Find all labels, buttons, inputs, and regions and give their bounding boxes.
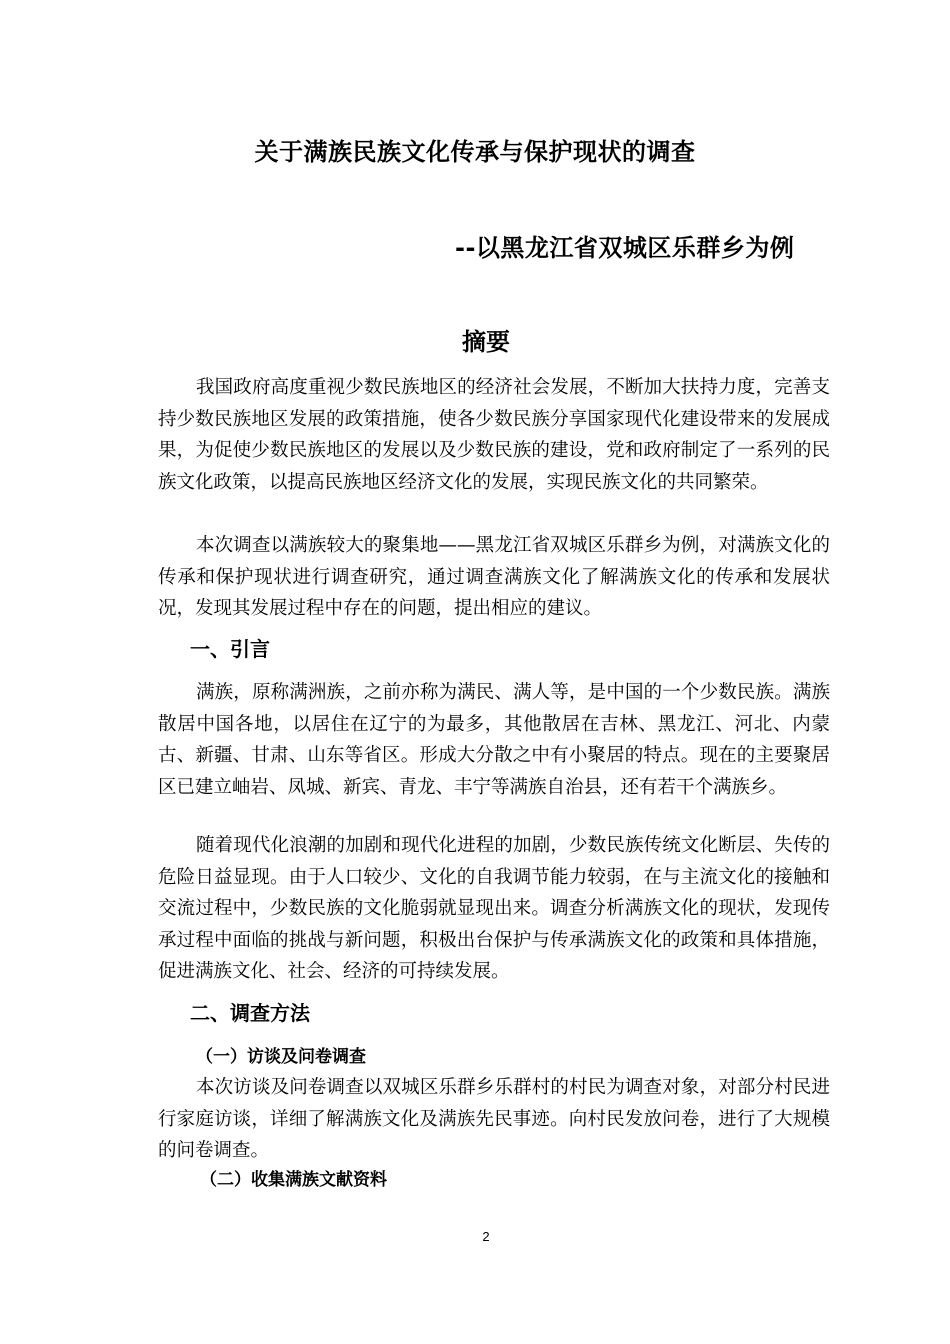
introduction-paragraph: 满族，原称满洲族，之前亦称为满民、满人等，是中国的一个少数民族。满族散居中国各地，以居住在辽宁的为最多，其他散居在吉林、黑龙江、河北、内蒙古、新疆、甘肃、山东等省区。形成大分散之中有小聚居的特点。现在的主要聚居区已建立岫岩、凤城、新宾、青龙、丰宁等满族自治县，还有若干个满族乡。 xyxy=(158,682,830,798)
subsection-heading-interview: （一）访谈及问卷调查 xyxy=(196,1047,366,1067)
page-number: 2 xyxy=(482,1229,490,1244)
abstract-paragraph: 本次调查以满族较大的聚集地——黑龙江省双城区乐群乡为例，对满族文化的传承和保护现状进行调查研究，通过调查满族文化了解满族文化的传承和发展状况，发现其发展过程中存在的问题，提出相应的建议。 xyxy=(158,535,830,619)
document-subtitle: --以黑龙江省双城区乐群乡为例 xyxy=(455,234,795,262)
section-heading-introduction: 一、引言 xyxy=(190,637,270,661)
methods-paragraph: 本次访谈及问卷调查以双城区乐群乡乐群村的村民为调查对象，对部分村民进行家庭访谈，详细了解满族文化及满族先民事迹。向村民发放问卷，进行了大规模的问卷调查。 xyxy=(158,1077,830,1161)
document-title: 关于满族民族文化传承与保护现状的调查 xyxy=(254,138,696,166)
section-heading-methods: 二、调查方法 xyxy=(190,1001,310,1025)
abstract-paragraph: 我国政府高度重视少数民族地区的经济社会发展，不断加大扶持力度，完善支持少数民族地区发展的政策措施，使各少数民族分享国家现代化建设带来的发展成果，为促使少数民族地区的发展以及少数民族的建设，党和政府制定了一系列的民族文化政策，以提高民族地区经济文化的发展，实现民族文化的共同繁荣。 xyxy=(158,377,830,493)
introduction-paragraph: 随着现代化浪潮的加剧和现代化进程的加剧，少数民族传统文化断层、失传的危险日益显现。由于人口较少、文化的自我调节能力较弱，在与主流文化的接触和交流过程中，少数民族的文化脆弱就显现出来。调查分析满族文化的现状，发现传承过程中面临的挑战与新问题，积极出台保护与传承满族文化的政策和具体措施，促进满族文化、社会、经济的可持续发展。 xyxy=(158,835,830,982)
abstract-heading: 摘要 xyxy=(462,328,510,356)
subsection-heading-literature: （二）收集满族文献资料 xyxy=(200,1170,387,1190)
